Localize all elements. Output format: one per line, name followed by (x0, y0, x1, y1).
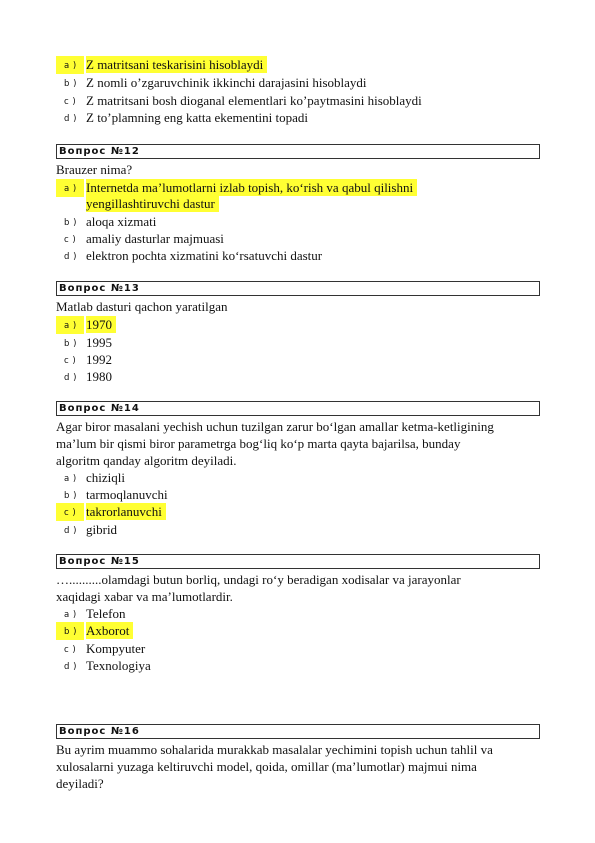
answer-text: Z matritsani bosh dioganal elementlari ko’paytmasini hisoblaydi (86, 93, 422, 108)
answer-text: 1980 (86, 369, 112, 384)
q12-answer-b[interactable] (56, 213, 536, 231)
q13-answer-a[interactable] (56, 316, 536, 334)
q12-answer-d[interactable] (56, 247, 536, 265)
answer-text: Z to’plamning eng katta ekementini topadi (86, 110, 309, 125)
question-text-line3: deyiladi? (56, 776, 104, 791)
question-text-line1: Agar biror masalani yechish uchun tuzilgan zarur bo‘lgan amallar ketma-ketligining (56, 419, 494, 434)
answer-text: 1992 (86, 352, 112, 367)
q14-answer-d[interactable] (56, 521, 536, 539)
answer-letter: c ) (64, 356, 77, 366)
answer-text: amaliy dasturlar majmuasi (86, 231, 224, 246)
q15-answer-d[interactable] (56, 657, 536, 675)
answer-text: takrorlanuvchi (86, 503, 166, 520)
answer-text: 1970 (86, 316, 116, 333)
answer-text: gibrid (86, 522, 118, 537)
q14-answer-c[interactable] (56, 503, 536, 521)
answer-text: Z matritsani teskarisini hisoblaydi (86, 56, 267, 73)
answer-text: Z nomli o’zgaruvchinik ikkinchi darajasini hisoblaydi (86, 75, 367, 90)
answer-letter: b ) (64, 79, 77, 89)
q13-answer-b[interactable] (56, 334, 536, 352)
q11-answer-d[interactable] (56, 109, 536, 127)
question-text-line2: xulosalarni yuzaga keltiruvchi model, qoida, omillar (ma’lumotlar) majmui nima (56, 759, 477, 774)
answer-letter: a ) (64, 321, 77, 331)
question-text-line2: ma’lum bir qismi biror parametrga bog‘liq ko‘p marta qayta bajarilsa, bunday (56, 436, 461, 451)
answer-text: aloqa xizmati (86, 214, 157, 229)
answer-letter: b ) (64, 339, 77, 349)
question-header: Вопрос №16 (56, 724, 540, 739)
answer-letter: d ) (64, 662, 77, 672)
question-text-line2: xaqidagi xabar va ma’lumotlardir. (56, 589, 233, 604)
answer-text: elektron pochta xizmatini ko‘rsatuvchi dastur (86, 248, 323, 263)
q15-answer-c[interactable] (56, 640, 536, 658)
answer-letter: c ) (64, 645, 77, 655)
question-text-line3: algoritm qanday algoritm deyiladi. (56, 453, 237, 468)
answer-text-line2: yengillashtiruvchi dastur (86, 195, 219, 212)
answer-letter: d ) (64, 252, 77, 262)
q14-answer-a[interactable] (56, 469, 536, 487)
question-header: Вопрос №12 (56, 144, 540, 159)
question-text-line1: …..........olamdagi butun borliq, undagi ro‘y beradigan xodisalar va jarayonlar (56, 572, 461, 587)
q14-answer-b[interactable] (56, 486, 536, 504)
q15-answer-a[interactable] (56, 605, 536, 623)
answer-text: Kompyuter (86, 641, 146, 656)
answer-letter: a ) (64, 184, 77, 194)
q13-answer-c[interactable] (56, 351, 536, 369)
question-text: Matlab dasturi qachon yaratilgan (56, 299, 228, 314)
question-header: Вопрос №14 (56, 401, 540, 416)
q11-answer-b[interactable] (56, 74, 536, 92)
answer-letter: b ) (64, 491, 77, 501)
answer-letter: d ) (64, 526, 77, 536)
answer-letter: b ) (64, 627, 77, 637)
answer-text: chiziqli (86, 470, 125, 485)
question-header: Вопрос №15 (56, 554, 540, 569)
answer-letter: a ) (64, 61, 77, 71)
question-header: Вопрос №13 (56, 281, 540, 296)
answer-letter: d ) (64, 114, 77, 124)
question-text-line1: Bu ayrim muammo sohalarida murakkab masalalar yechimini topish uchun tahlil va (56, 742, 493, 757)
answer-letter: c ) (64, 235, 77, 245)
answer-text: Texnologiya (86, 658, 151, 673)
q12-answer-a[interactable] (56, 179, 536, 213)
answer-text-line1: Internetda ma’lumotlarni izlab topish, ko‘rish va qabul qilishni (86, 179, 417, 196)
answer-letter: c ) (64, 97, 77, 107)
answer-text: 1995 (86, 335, 112, 350)
answer-text: Telefon (86, 606, 126, 621)
q12-answer-c[interactable] (56, 230, 536, 248)
answer-letter: d ) (64, 373, 77, 383)
answer-letter: a ) (64, 610, 77, 620)
q13-answer-d[interactable] (56, 368, 536, 386)
q15-answer-b[interactable] (56, 622, 536, 640)
answer-letter: b ) (64, 218, 77, 228)
q11-answer-a[interactable] (56, 56, 536, 74)
question-text: Brauzer nima? (56, 162, 133, 177)
q11-answer-c[interactable] (56, 92, 536, 110)
answer-text: tarmoqlanuvchi (86, 487, 168, 502)
answer-letter: a ) (64, 474, 77, 484)
answer-letter: c ) (64, 508, 77, 518)
answer-text: Axborot (86, 622, 133, 639)
